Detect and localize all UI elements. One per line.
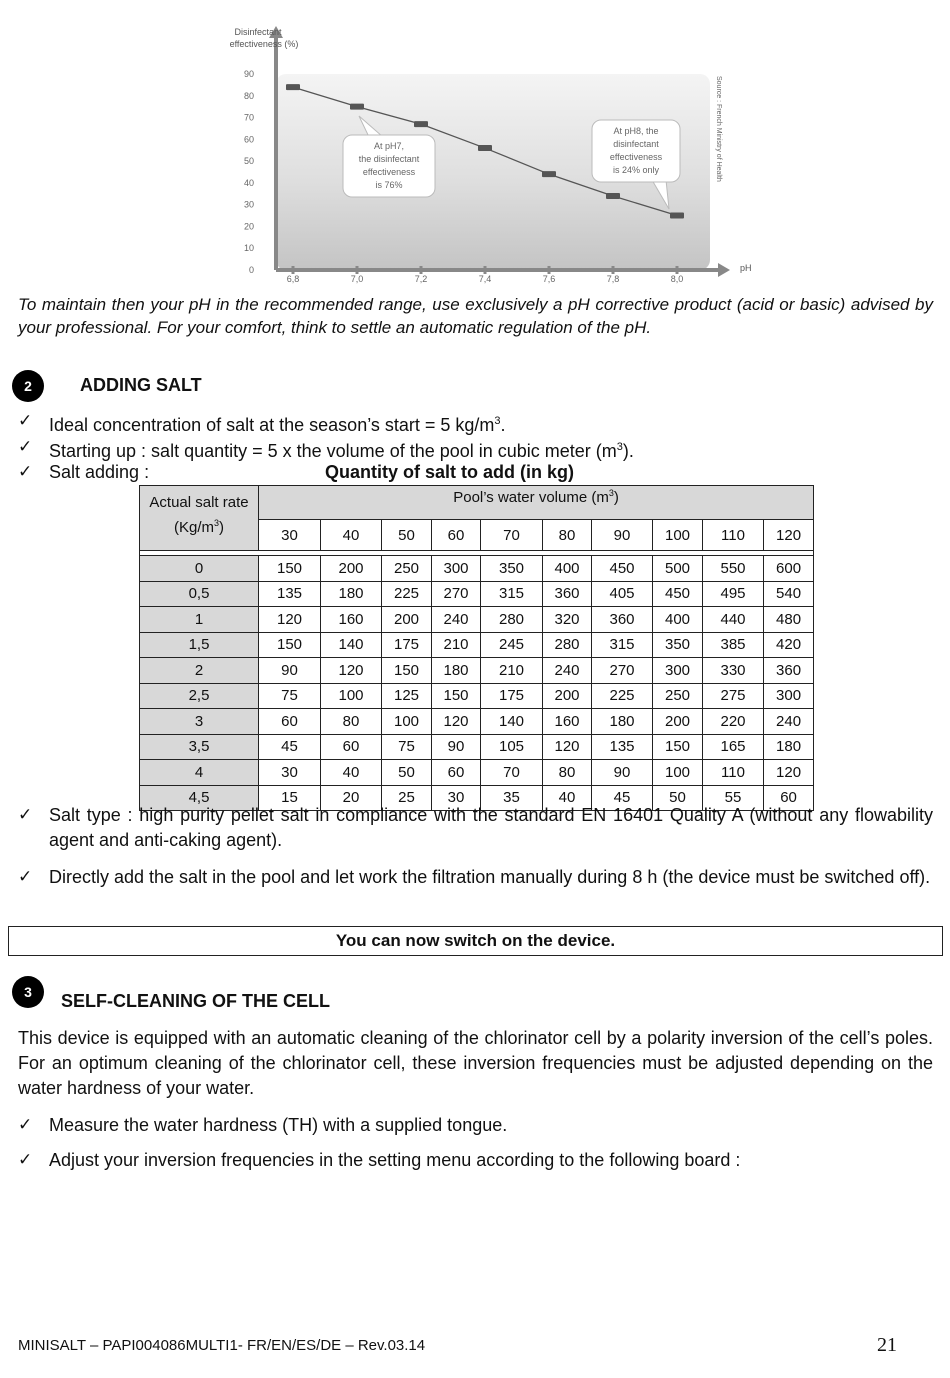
bullet-text-end: ). [622,441,634,461]
salt-quantity-cell: 450 [592,556,653,582]
data-point-marker [606,193,620,199]
y-tick-label: 50 [243,156,254,167]
volume-column-header: 40 [321,520,382,551]
salt-rate-cell: 4 [140,760,259,786]
page-number: 21 [877,1334,897,1356]
salt-quantity-cell: 220 [703,709,764,735]
salt-quantity-cell: 60 [259,709,321,735]
y-tick-label: 90 [243,69,254,79]
salt-rate-cell: 0,5 [140,581,259,607]
salt-quantity-cell: 200 [543,683,592,709]
salt-quantity-cell: 300 [432,556,481,582]
salt-rate-cell: 4,5 [140,785,259,811]
source-note: Source : French Ministry of Health [715,76,722,182]
bullet-text: Salt adding : [49,462,150,482]
salt-quantity-cell: 275 [703,683,764,709]
table-row [140,632,814,658]
salt-quantity-cell: 280 [543,632,592,658]
salt-quantity-cell: 100 [382,709,432,735]
salt-quantity-cell: 210 [432,632,481,658]
salt-quantity-cell: 75 [382,734,432,760]
row-header-cell [140,486,259,551]
salt-quantity-cell: 180 [764,734,814,760]
salt-quantity-cell: 120 [432,709,481,735]
x-tick-label: 6,8 [286,274,300,284]
bullet-text: Directly add the salt in the pool and let work the filtration manually during 8 h (the device must be switched off). [49,867,931,887]
self-cleaning-paragraph: This device is equipped with an automatic cleaning of the chlorinator cell by a polarity inversion of the cell’s poles. For an optimum cleaning of the chlorinator cell, these inversion frequencies must be adjusted depending on the water hardness of your water. [18,1028,933,1098]
salt-quantity-cell: 140 [321,632,382,658]
salt-quantity-cell: 240 [764,709,814,735]
salt-rate-cell: 0 [140,556,259,582]
callout-text-line: disinfectant [613,139,659,149]
document-reference: MINISALT – PAPI004086MULTI1- FR/EN/ES/DE – Rev.03.14 [18,1337,426,1354]
y-tick-label: 80 [243,90,254,101]
salt-quantity-cell: 405 [592,581,653,607]
salt-quantity-cell: 180 [432,658,481,684]
salt-quantity-cell: 420 [764,632,814,658]
volume-column-header: 70 [481,520,543,551]
salt-quantity-cell: 600 [764,556,814,582]
salt-quantity-cell: 60 [432,760,481,786]
callout-text-line: is 76% [375,180,403,190]
bullet-salt-type [18,803,933,853]
table-row [140,760,814,786]
bullet-text-end: . [500,415,506,435]
salt-quantity-cell: 100 [321,683,382,709]
salt-rate-cell: 1 [140,607,259,633]
callout-text-line: At pH8, the [613,126,659,136]
ph-effectiveness-chart [220,20,760,292]
section-2-heading [12,370,412,402]
salt-quantity-table [139,485,814,811]
salt-quantity-cell: 360 [764,658,814,684]
table-title: Quantity of salt to add (in kg) [325,462,574,482]
column-group-header [259,486,814,520]
salt-quantity-cell: 210 [481,658,543,684]
row-header-text: Actual salt rate (Kg/m [149,494,249,536]
salt-quantity-cell: 245 [481,632,543,658]
bullet-measure-hardness [18,1113,933,1138]
salt-quantity-cell: 200 [321,556,382,582]
salt-quantity-cell: 120 [764,760,814,786]
checkmark-icon: ✓ [18,437,33,457]
salt-quantity-cell: 30 [259,760,321,786]
callout-text-line: is 24% only [612,165,660,175]
salt-rate-cell: 1,5 [140,632,259,658]
volume-column-header: 50 [382,520,432,551]
x-tick-label: 8,0 [670,274,684,284]
salt-quantity-cell: 80 [543,760,592,786]
salt-quantity-cell: 40 [321,760,382,786]
superscript: 3 [494,415,501,427]
data-point-marker [670,213,684,219]
bullet-adjust-frequencies [18,1148,933,1173]
superscript: 3 [608,488,614,498]
salt-quantity-cell: 400 [543,556,592,582]
salt-quantity-cell: 135 [259,581,321,607]
salt-quantity-cell: 330 [703,658,764,684]
salt-quantity-cell: 240 [543,658,592,684]
volume-column-header: 60 [432,520,481,551]
data-point-marker [478,145,492,151]
volume-column-header: 80 [543,520,592,551]
salt-quantity-cell: 150 [382,658,432,684]
salt-rate-cell: 2,5 [140,683,259,709]
callout-text-line: effectiveness [362,167,416,177]
salt-quantity-cell: 315 [592,632,653,658]
salt-rate-cell: 3,5 [140,734,259,760]
callout-text-line: At pH7, [373,141,405,151]
salt-rate-cell: 3 [140,709,259,735]
salt-quantity-cell: 40 [543,785,592,811]
salt-quantity-cell: 350 [653,632,703,658]
salt-quantity-cell: 35 [481,785,543,811]
x-axis-arrow-icon [718,263,730,277]
table-row [140,658,814,684]
salt-quantity-cell: 150 [432,683,481,709]
salt-quantity-cell: 225 [382,581,432,607]
salt-quantity-cell: 45 [259,734,321,760]
salt-quantity-cell: 45 [592,785,653,811]
salt-quantity-cell: 360 [592,607,653,633]
salt-quantity-cell: 50 [653,785,703,811]
salt-quantity-cell: 480 [764,607,814,633]
salt-quantity-cell: 250 [382,556,432,582]
bullet-directly-add [18,865,933,890]
section-title: SELF-CLEANING OF THE CELL [61,991,330,1011]
checkmark-icon: ✓ [18,1150,33,1170]
y-axis-label-line-1: Disinfectant [234,27,282,37]
salt-quantity-cell: 120 [543,734,592,760]
salt-quantity-cell: 320 [543,607,592,633]
y-tick-label: 70 [243,112,254,123]
salt-quantity-cell: 200 [653,709,703,735]
salt-quantity-cell: 30 [432,785,481,811]
salt-quantity-cell: 540 [764,581,814,607]
x-axis-label: pH [740,263,752,273]
salt-quantity-cell: 165 [703,734,764,760]
table-row [140,683,814,709]
column-group-text-end: ) [613,489,619,506]
table-row [140,607,814,633]
salt-quantity-cell: 60 [764,785,814,811]
y-tick-label: 10 [243,243,254,254]
salt-quantity-cell: 150 [259,632,321,658]
salt-quantity-cell: 500 [653,556,703,582]
section-number-badge: 3 [12,976,44,1008]
table-row [140,556,814,582]
volume-column-header: 30 [259,520,321,551]
salt-quantity-cell: 55 [703,785,764,811]
y-tick-label: 60 [243,134,254,145]
salt-quantity-cell: 110 [703,760,764,786]
salt-quantity-cell: 250 [653,683,703,709]
table-row [140,709,814,735]
salt-quantity-cell: 175 [382,632,432,658]
salt-quantity-cell: 450 [653,581,703,607]
y-tick-label: 20 [243,221,254,232]
data-point-marker [414,121,428,127]
section-number-badge: 2 [12,370,44,402]
salt-quantity-cell: 160 [321,607,382,633]
ph-advice-paragraph: To maintain then your pH in the recommended range, use exclusively a pH corrective product (acid or basic) advised by your professional. For your comfort, think to settle an automatic regulation of the pH. [18,295,933,337]
salt-quantity-cell: 315 [481,581,543,607]
callout-text-line: the disinfectant [358,154,420,164]
y-tick-label: 0 [248,265,254,275]
salt-quantity-cell: 300 [764,683,814,709]
row-header-text-end: ) [219,519,225,536]
salt-quantity-cell: 90 [432,734,481,760]
callout-text-line: effectiveness [609,152,663,162]
salt-quantity-cell: 60 [321,734,382,760]
salt-quantity-cell: 150 [653,734,703,760]
table-row [140,734,814,760]
salt-quantity-cell: 495 [703,581,764,607]
data-point-marker [350,104,364,110]
salt-quantity-cell: 140 [481,709,543,735]
checkmark-icon: ✓ [18,462,33,482]
salt-quantity-cell: 120 [259,607,321,633]
x-tick-label: 7,6 [542,274,556,284]
salt-quantity-cell: 90 [259,658,321,684]
salt-quantity-cell: 180 [321,581,382,607]
salt-quantity-cell: 180 [592,709,653,735]
checkmark-icon: ✓ [18,805,33,825]
x-tick-label: 7,0 [350,274,364,284]
volume-column-header: 100 [653,520,703,551]
y-tick-label: 30 [243,199,254,210]
salt-quantity-cell: 225 [592,683,653,709]
volume-column-header: 90 [592,520,653,551]
salt-quantity-cell: 385 [703,632,764,658]
salt-quantity-cell: 280 [481,607,543,633]
superscript: 3 [214,518,220,528]
bullet-text: Adjust your inversion frequencies in the setting menu according to the following board : [49,1150,741,1170]
section-3-heading [12,976,512,1011]
salt-quantity-cell: 75 [259,683,321,709]
salt-quantity-cell: 270 [432,581,481,607]
bullet-text: Starting up : salt quantity = 5 x the volume of the pool in cubic meter (m [49,441,617,461]
bullet-ideal-concentration [18,409,933,438]
salt-rate-cell: 2 [140,658,259,684]
salt-quantity-cell: 240 [432,607,481,633]
salt-quantity-cell: 120 [321,658,382,684]
chart-canvas [220,20,760,292]
superscript: 3 [616,441,623,453]
salt-quantity-cell: 100 [653,760,703,786]
salt-quantity-cell: 90 [592,760,653,786]
salt-quantity-cell: 550 [703,556,764,582]
salt-quantity-cell: 440 [703,607,764,633]
salt-quantity-cell: 135 [592,734,653,760]
salt-quantity-cell: 70 [481,760,543,786]
volume-column-header: 110 [703,520,764,551]
salt-quantity-cell: 50 [382,760,432,786]
y-tick-label: 40 [243,177,254,188]
x-tick-label: 7,4 [478,274,492,284]
salt-quantity-cell: 15 [259,785,321,811]
y-axis-label-line-2: effectiveness (%) [229,39,299,49]
column-group-text: Pool’s water volume (m [453,489,609,506]
salt-quantity-cell: 160 [543,709,592,735]
bullet-text: Measure the water hardness (TH) with a supplied tongue. [49,1115,508,1135]
data-point-marker [542,171,556,177]
salt-quantity-cell: 200 [382,607,432,633]
table-row [140,581,814,607]
bullet-text: Ideal concentration of salt at the season’s start = 5 kg/m [49,415,495,435]
salt-quantity-cell: 300 [653,658,703,684]
checkmark-icon: ✓ [18,1115,33,1135]
checkmark-icon: ✓ [18,411,33,431]
salt-quantity-cell: 175 [481,683,543,709]
data-point-marker [286,84,300,90]
salt-quantity-cell: 125 [382,683,432,709]
section-title: ADDING SALT [80,375,202,395]
salt-quantity-cell: 270 [592,658,653,684]
x-tick-label: 7,8 [606,274,620,284]
salt-quantity-cell: 150 [259,556,321,582]
salt-quantity-cell: 105 [481,734,543,760]
switch-on-notice: You can now switch on the device. [8,926,943,956]
checkmark-icon: ✓ [18,867,33,887]
salt-quantity-cell: 20 [321,785,382,811]
x-tick-label: 7,2 [414,274,428,284]
salt-quantity-cell: 400 [653,607,703,633]
volume-column-header: 120 [764,520,814,551]
salt-quantity-cell: 350 [481,556,543,582]
bullet-text: Salt type : high purity pellet salt in compliance with the standard EN 16401 Quality A (without any flowability agent and anti-caking agent). [49,805,933,850]
salt-quantity-cell: 25 [382,785,432,811]
salt-quantity-cell: 360 [543,581,592,607]
salt-quantity-cell: 80 [321,709,382,735]
